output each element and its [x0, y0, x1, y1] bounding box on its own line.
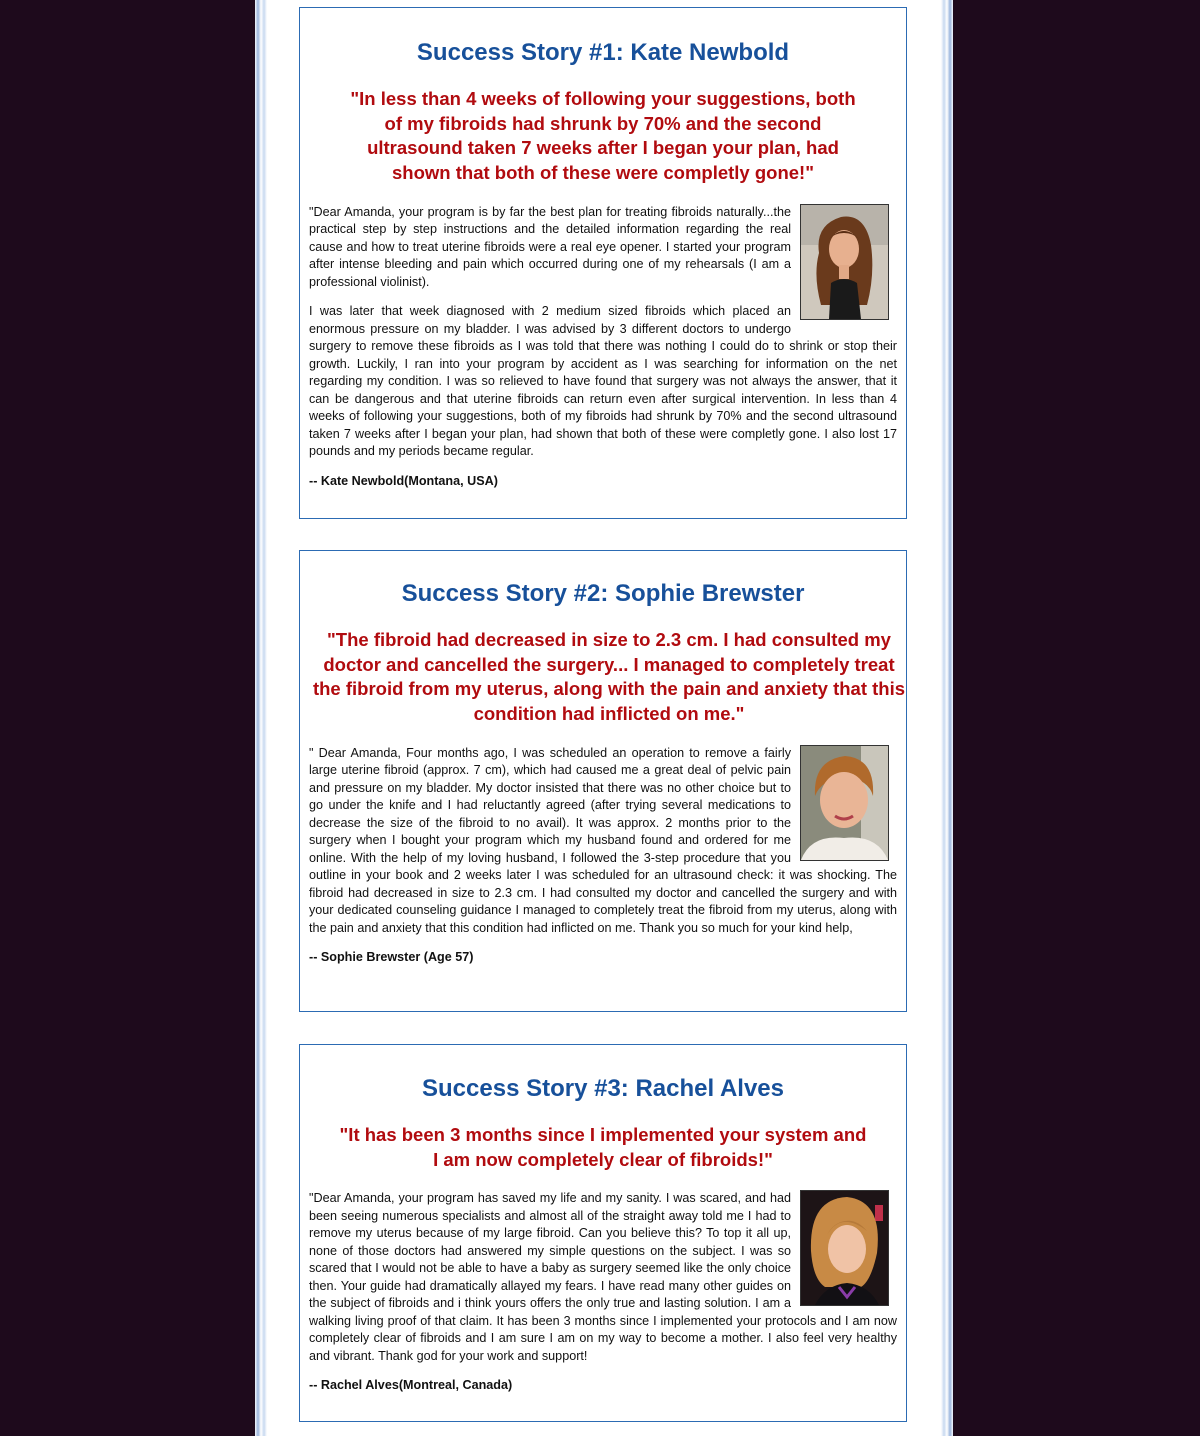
story-paragraph: "Dear Amanda, your program is by far the best plan for treating fibroids naturally...the practical step by step instructions and the detailed information regarding the real cause and how to treat uterine fibroids were a real eye opener. I started your program after intense bleeding and pain which occurred during one of my rehearsals (I am a professional violinist).: [309, 204, 791, 289]
story-paragraph: "Dear Amanda, your program has saved my life and my sanity. I was scared, and had been seeing numerous specialists and almost all of the straight away told me I had to remove my uterus because of my large fibroid. Can you believe this? To top it all up, none of those doctors had answered my simple questions on the subject. I was so scared that I would not be able to have a baby as surgery seemed like the only choice then. Your guide had dramatically allayed my fears. I have read many other guides on the subject of fibroids and i think yours offers the only true and lasting solution. I am a walking living proof of that claim. It has been 3 months since I implemented your protocols and I am now completely clear of fibroids and I am sure I am on my way to become a mother. I also feel very healthy and vibrant. Thank god for your work and support!: [309, 1191, 897, 1363]
story-body: [309, 204, 897, 491]
success-story-3: [299, 1044, 907, 1422]
story-signature: -- Rachel Alves(Montreal, Canada): [309, 1378, 513, 1393]
testimonial-photo: [800, 745, 889, 861]
story-paragraph: I was later that week diagnosed with 2 medium sized fibroids which placed an enormous pressure on my bladder. I was advised by 3 different doctors to undergo surgery to remove these fibroids as I was told that there was nothing I could do to shrink or stop their growth. Luckily, I ran into your program by accident as I was searching for information on the net regarding my condition. I was so relieved to have found that surgery was not always the answer, that it can be dangerous and that uterine fibroids can return even after surgical intervention. In less than 4 weeks of following your suggestions, both of my fibroids had shrunk by 70% and the second ultrasound taken 7 weeks after I began your plan, had shown that both of these were completly gone. I also lost 17 pounds and my periods became regular.: [309, 304, 897, 459]
story-signature: -- Kate Newbold(Montana, USA): [309, 473, 498, 488]
story-body: [309, 745, 897, 967]
portrait-older-woman-icon: [801, 746, 888, 860]
story-headline-quote: "The fibroid had decreased in size to 2.3 cm. I had consulted my doctor and cancelled the surgery... I managed to completely treat the fibroid from my uterus, along with the pain and anxiety that this condition had inflicted on me.": [312, 629, 906, 725]
story-headline-quote: "In less than 4 weeks of following your suggestions, both of my fibroids had shrunk by 70% and the second ultrasound taken 7 weeks after I began your plan, had shown that both of these were completly gone!": [350, 88, 856, 184]
story-headline-quote: "It has been 3 months since I implemented your system and I am now completely clear of fibroids!": [339, 1124, 867, 1170]
story-title: Success Story #2: Sophie Brewster: [401, 580, 805, 607]
portrait-woman-curly-hair-icon: [801, 205, 888, 319]
testimonial-photo: [800, 204, 889, 320]
story-title: Success Story #3: Rachel Alves: [422, 1075, 784, 1102]
success-story-2: [299, 550, 907, 1012]
story-body: [309, 1190, 897, 1395]
story-signature: -- Sophie Brewster (Age 57): [309, 950, 474, 965]
story-title: Success Story #1: Kate Newbold: [416, 39, 790, 66]
success-story-1: [299, 7, 907, 519]
story-paragraph: " Dear Amanda, Four months ago, I was scheduled an operation to remove a fairly large uterine fibroid (approx. 7 cm), which had caused me a great deal of pelvic pain and pressure on my bladder. My doctor insisted that there was no other choice but to go under the knife and I had reluctantly agreed (after trying several medications to decrease the size of the fibroid to no avail). It was approx. 2 months prior to the surgery when I bought your program which my husband found and ordered for me online. With the help of my loving husband, I followed the 3-step procedure that you outline in your book and 2 weeks later I was scheduled for an ultrasound check: it was shocking. The fibroid had decreased in size to 2.3 cm. I had consulted my doctor and cancelled the surgery and with your dedicated counseling guidance I managed to completely treat the fibroid from my uterus, along with the pain and anxiety that this condition had inflicted on me. Thank you so much for your kind help,: [309, 745, 897, 935]
portrait-blonde-woman-icon: [801, 1191, 888, 1305]
testimonial-photo: [800, 1190, 889, 1306]
